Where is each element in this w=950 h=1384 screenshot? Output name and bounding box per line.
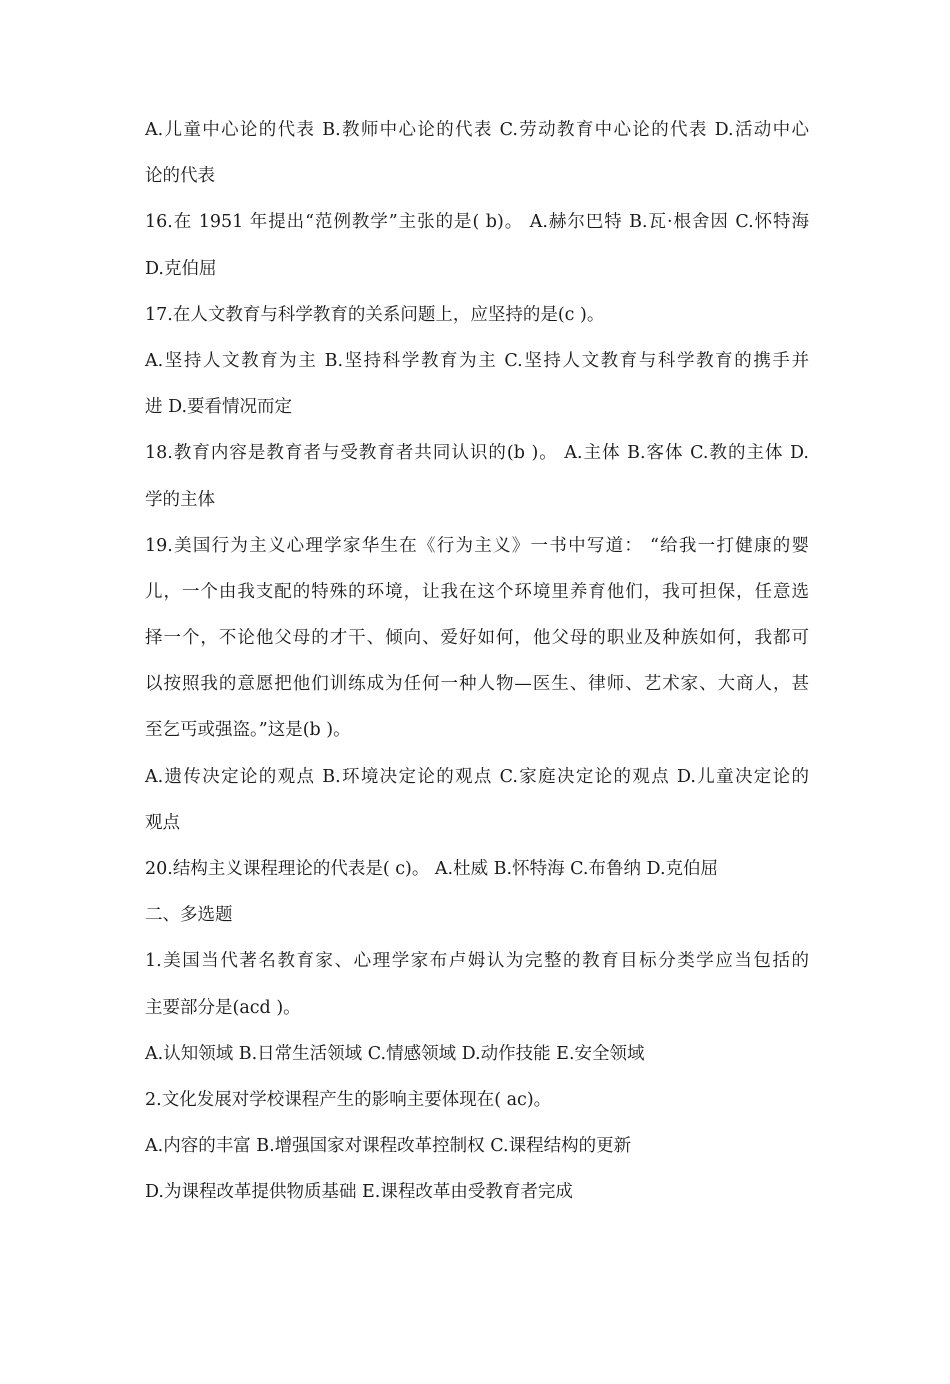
text-line: 儿，一个由我支配的特殊的环境，让我在这个环境里养育他们，我可担保，任意选	[145, 581, 809, 602]
text-line: A.内容的丰富 B.增强国家对课程改革控制权 C.课程结构的更新	[145, 1136, 632, 1157]
text-line: A.遗传决定论的观点 B.环境决定论的观点 C.家庭决定论的观点 D.儿童决定论的	[145, 766, 809, 787]
document-text	[145, 107, 809, 1216]
text-line: D.为课程改革提供物质基础 E.课程改革由受教育者完成	[145, 1182, 573, 1203]
text-line: D.克伯屈	[145, 258, 217, 279]
text-line: 主要部分是(acd )。	[145, 997, 301, 1018]
text-line: 20.结构主义课程理论的代表是( c)。 A.杜威 B.怀特海 C.布鲁纳 D.克伯屈	[145, 859, 719, 879]
text-line: 以按照我的意愿把他们训练成为任何一种人物—医生、律师、艺术家、大商人，甚	[145, 674, 809, 695]
text-line: 论的代表	[145, 166, 215, 187]
text-line: A.儿童中心论的代表 B.教师中心论的代表 C.劳动教育中心论的代表 D.活动中心	[145, 120, 809, 140]
text-line: 至乞丐或强盗。”这是(b )。	[145, 720, 351, 741]
text-line: 学的主体	[145, 489, 215, 510]
text-line: A.认知领域 B.日常生活领域 C.情感领域 D.动作技能 E.安全领域	[145, 1043, 645, 1064]
text-line: 1.美国当代著名教育家、心理学家布卢姆认为完整的教育目标分类学应当包括的	[145, 951, 809, 972]
text-line: 进 D.要看情况而定	[145, 397, 293, 418]
section-heading: 二、多选题	[145, 905, 233, 926]
text-line: 择一个，不论他父母的才干、倾向、爱好如何，他父母的职业及种族如何，我都可	[145, 628, 809, 649]
text-line: 19.美国行为主义心理学家华生在《行为主义》一书中写道： “给我一打健康的婴	[145, 535, 809, 556]
text-line: 2.文化发展对学校课程产生的影响主要体现在( ac)。	[145, 1089, 552, 1110]
text-line: 观点	[145, 812, 180, 833]
text-line: 16.在 1951 年提出“范例教学”主张的是( b)。 A.赫尔巴特 B.瓦·根舍因 C.怀特海	[145, 212, 809, 233]
text-line: A.坚持人文教育为主 B.坚持科学教育为主 C.坚持人文教育与科学教育的携手并	[145, 350, 809, 371]
text-line: 18.教育内容是教育者与受教育者共同认识的(b )。 A.主体 B.客体 C.教的主体 D.	[145, 443, 809, 464]
text-line: 17.在人文教育与科学教育的关系问题上，应坚持的是(c )。	[145, 304, 605, 325]
